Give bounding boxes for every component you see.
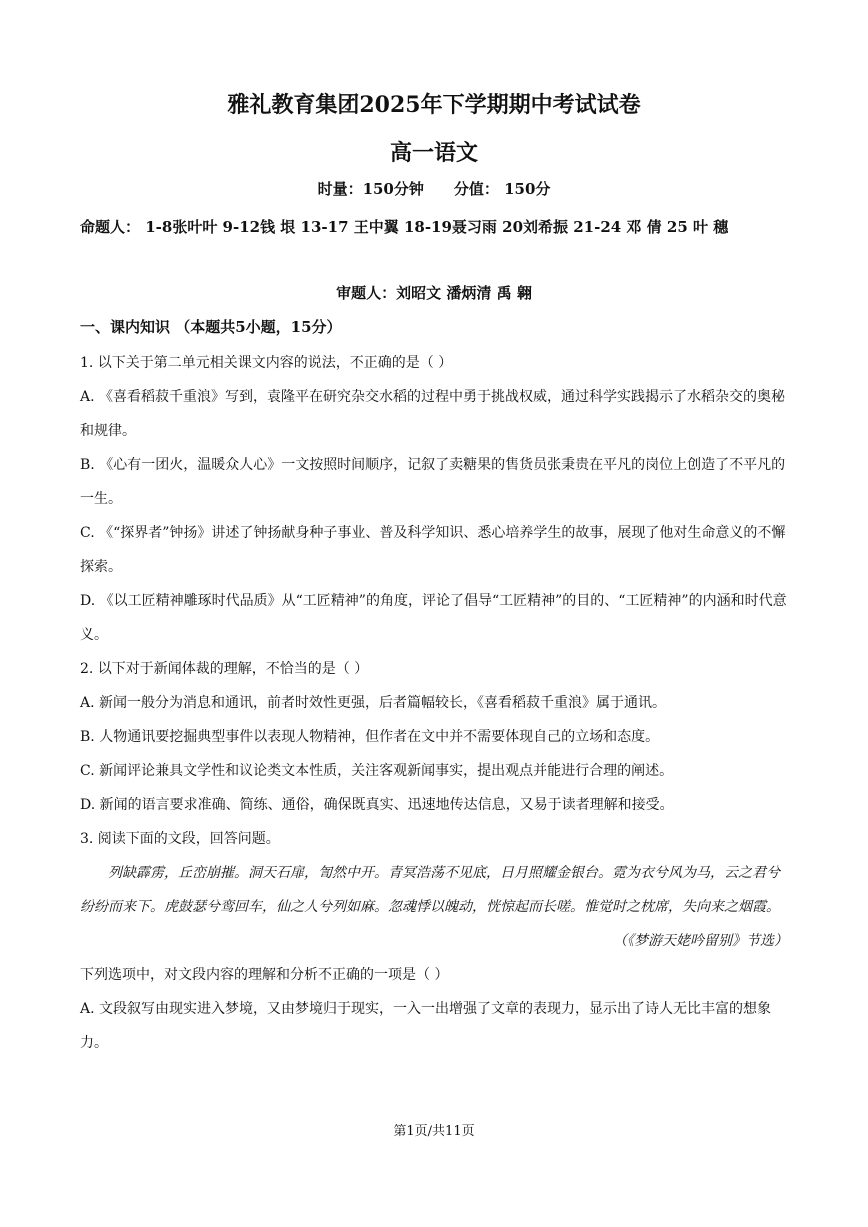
question-line: D. 新闻的语言要求准确、简练、通俗，确保既真实、迅速地传达信息，又易于读者理解和接受。	[80, 797, 674, 813]
question-line: B. 人物通讯要挖掘典型事件以表现人物精神，但作者在文中并不需要体现自己的立场和态度。	[80, 729, 660, 745]
exam-subject: 高一语文	[389, 140, 478, 166]
question-line: A. 新闻一般分为消息和通讯，前者时效性更强，后者篇幅较长，《喜看稻菽千重浪》属于通讯。	[80, 695, 667, 711]
question-body	[80, 346, 788, 1060]
question-line: 3. 阅读下面的文段，回答问题。	[80, 831, 280, 847]
question-line: D. 《以工匠精神雕琢时代品质》从“工匠精神”的角度，评论了倡导“工匠精神”的目的、“工匠精神”的内涵和时代意义。	[80, 593, 787, 643]
exam-reviewers: 审题人：刘昭文 潘炳清 禹 翱	[336, 284, 532, 302]
poem-excerpt: 列缺霹雳，丘峦崩摧。洞天石扉，訇然中开。青冥浩荡不见底，日月照耀金银台。霓为衣兮风为马，云之君兮纷纷而来下。虎鼓瑟兮鸾回车，仙之人兮列如麻。忽魂悸以魄动，恍惊起而长嗟。惟觉时之枕席，失向来之烟霞。	[80, 865, 780, 915]
section-heading: 一、课内知识 （本题共5小题，15分）	[80, 318, 342, 336]
exam-time: 时量：150分钟	[317, 180, 424, 198]
question-line: A. 文段叙写由现实进入梦境，又由梦境归于现实，一入一出增强了文章的表现力，显示出了诗人无比丰富的想象力。	[80, 1001, 772, 1051]
page-number: 第1页/共11页	[393, 1124, 475, 1139]
question-line: 下列选项中，对文段内容的理解和分析不正确的一项是（ ）	[80, 967, 449, 983]
question-line: C. 《“探界者”钟扬》讲述了钟扬献身种子事业、普及科学知识、悉心培养学生的故事，展现了他对生命意义的不懈探索。	[80, 525, 786, 575]
question-line: B. 《心有一团火，温暖众人心》一文按照时间顺序，记叙了卖糖果的售货员张秉贵在平凡的岗位上创造了不平凡的一生。	[80, 457, 786, 507]
poem-source: （《梦游天姥吟留别》节选）	[613, 933, 788, 949]
question-line: A. 《喜看稻菽千重浪》写到，袁隆平在研究杂交水稻的过程中勇于挑战权威，通过科学实践揭示了水稻杂交的奥秘和规律。	[80, 389, 786, 439]
question-line: C. 新闻评论兼具文学性和议论类文本性质，关注客观新闻事实，提出观点并能进行合理的阐述。	[80, 763, 674, 779]
exam-authors: 命题人： 1-8张叶叶 9-12钱 垠 13-17 王中翼 18-19聂习雨 20刘希振 21-24 邓 倩 25 叶 穗	[80, 218, 729, 236]
exam-score: 分值： 150分	[453, 180, 551, 198]
exam-time-score	[0, 178, 868, 199]
exam-title: 雅礼教育集团2025年下学期期中考试试卷	[227, 92, 641, 118]
question-line: 1. 以下关于第二单元相关课文内容的说法，不正确的是（ ）	[80, 355, 453, 371]
question-line: 2. 以下对于新闻体裁的理解，不恰当的是（ ）	[80, 661, 369, 677]
